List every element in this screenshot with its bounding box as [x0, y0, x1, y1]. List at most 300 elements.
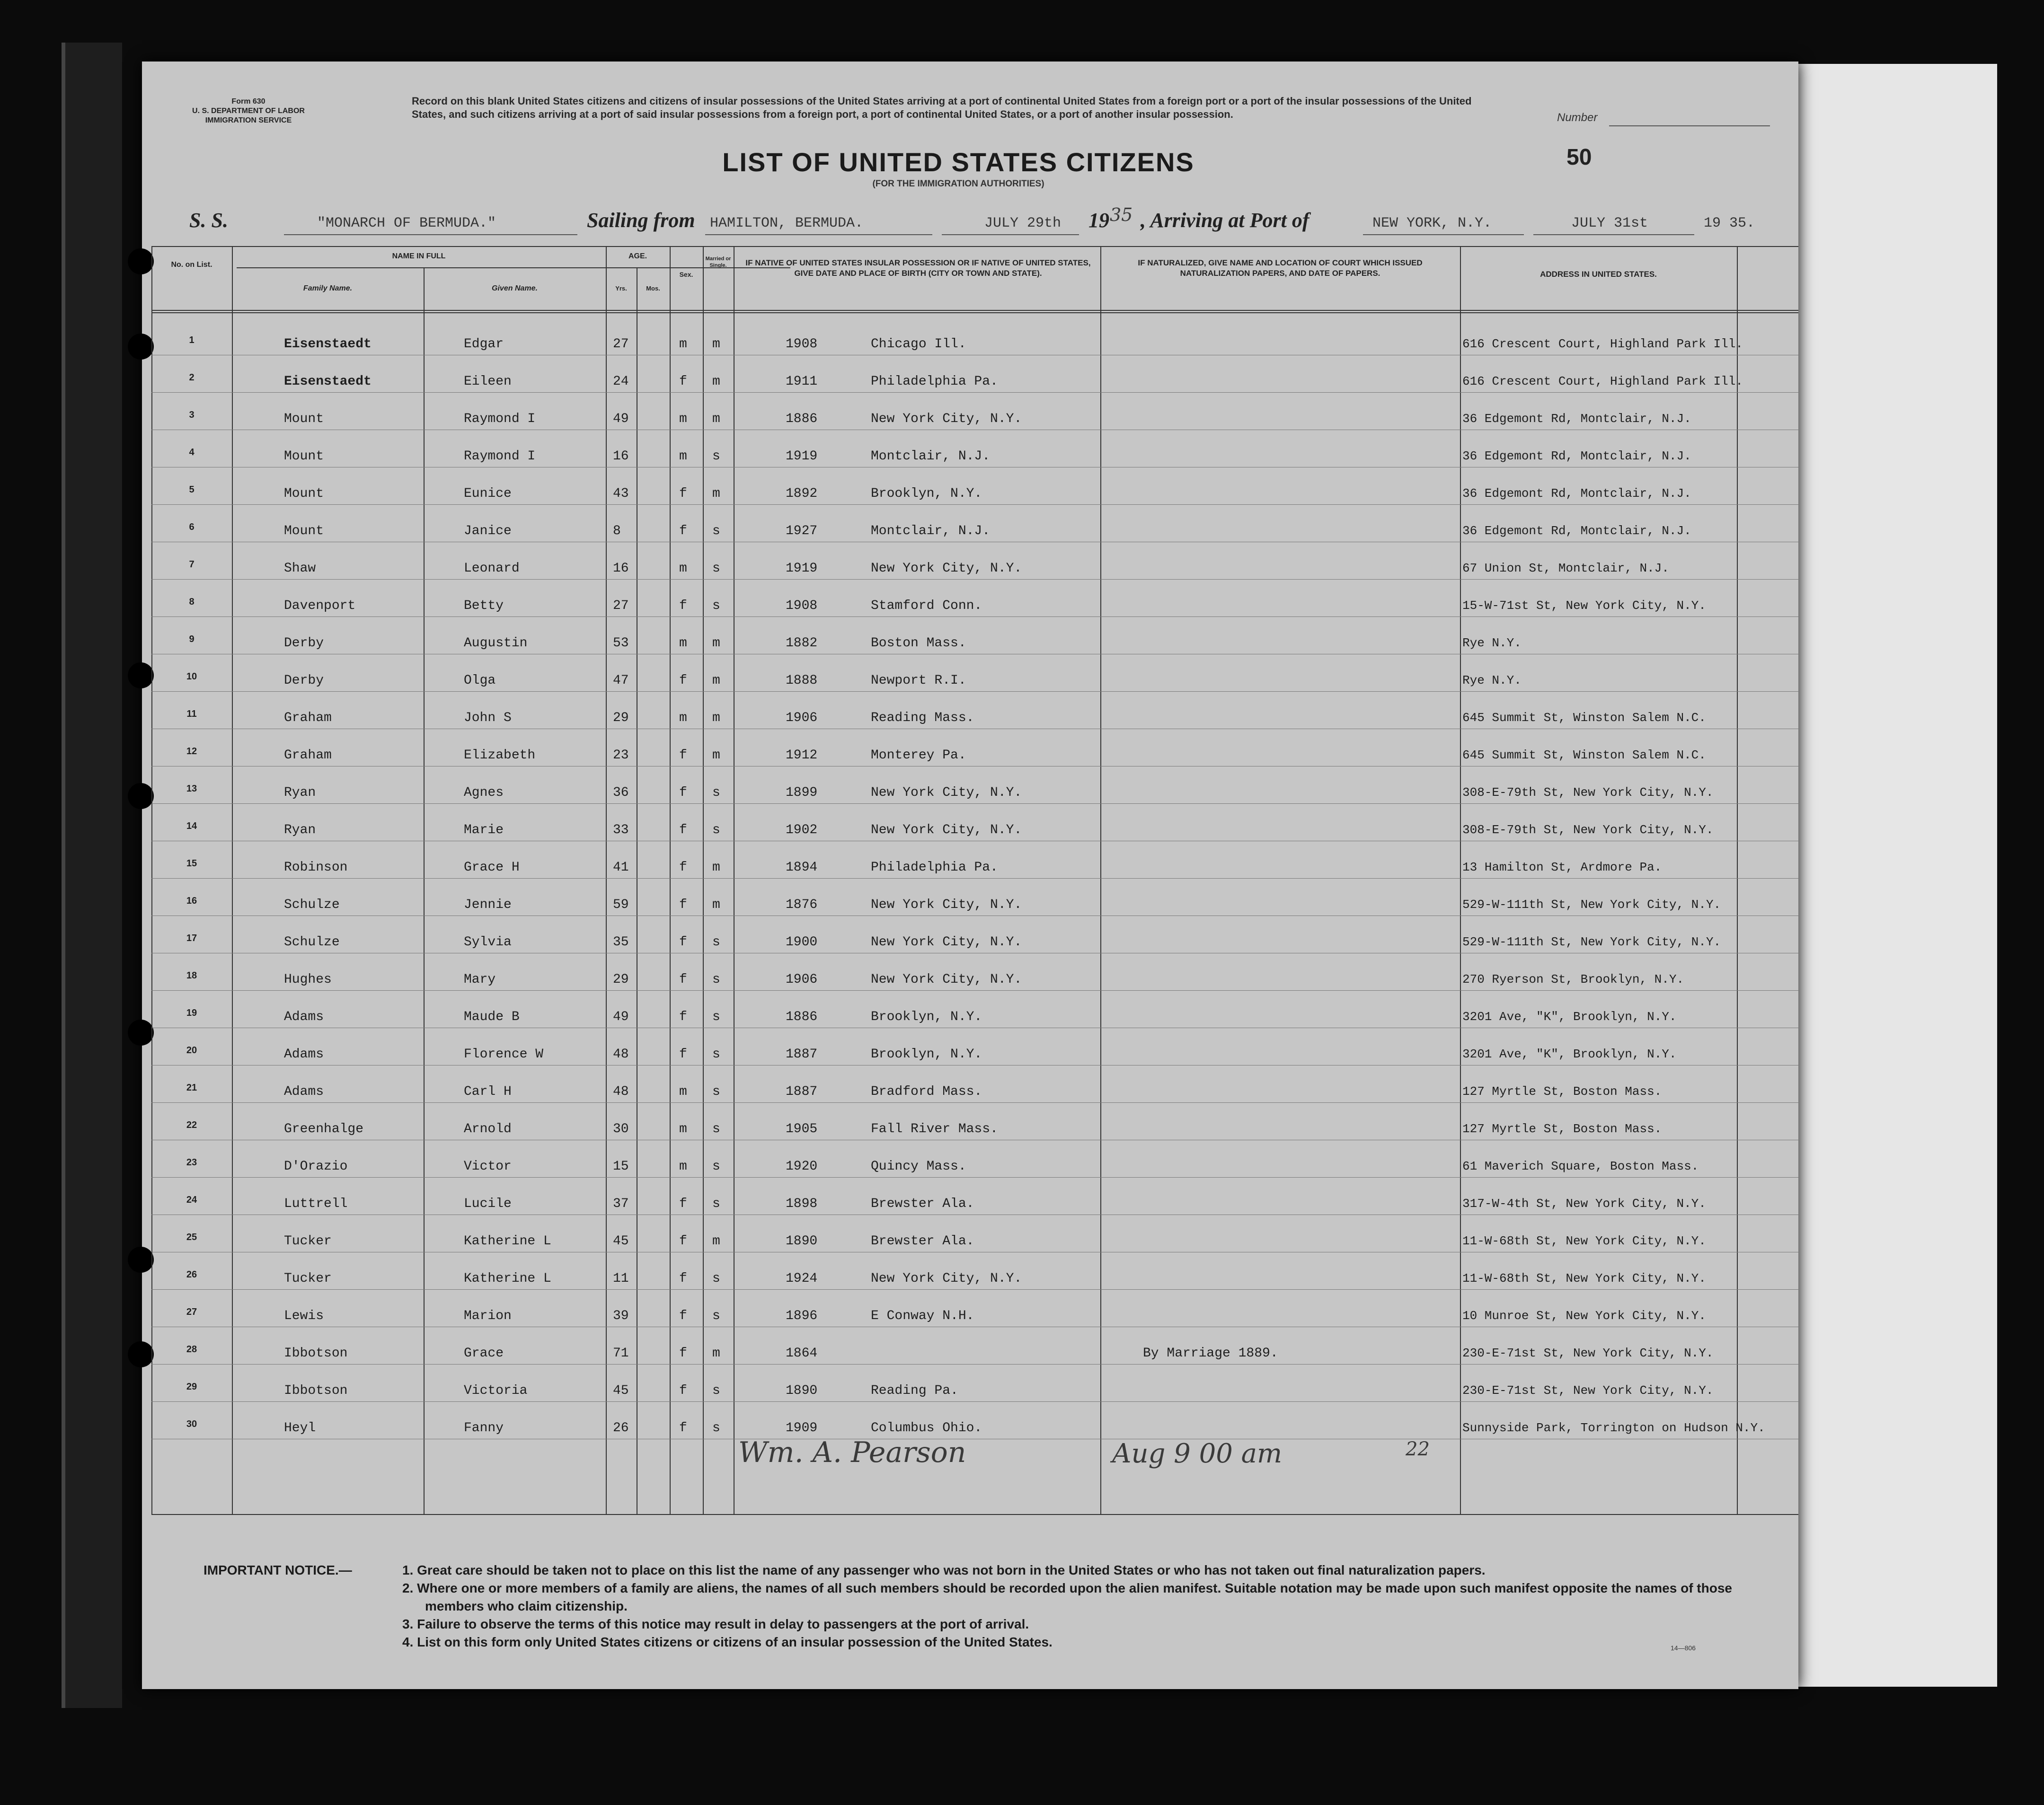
- given-name: Eunice: [464, 486, 512, 501]
- passenger-count: 22: [1406, 1438, 1430, 1460]
- family-name: Ibbotson: [284, 1346, 348, 1361]
- birth-year: 1894: [786, 860, 818, 875]
- birth-year: 1902: [786, 823, 818, 837]
- marital-status: s: [712, 1271, 720, 1286]
- birth-place: Philadelphia Pa.: [871, 374, 998, 389]
- address: 3201 Ave, "K", Brooklyn, N.Y.: [1462, 1047, 1677, 1061]
- sailing-label: Sailing from: [587, 209, 695, 232]
- ruled-line: [151, 1401, 1798, 1402]
- birth-year: 1908: [786, 337, 818, 352]
- header-age: AGE.: [628, 252, 647, 260]
- row-number: 30: [186, 1419, 197, 1429]
- marital-status: s: [712, 1010, 720, 1024]
- given-name: Raymond I: [464, 449, 536, 464]
- age-years: 43: [613, 486, 629, 501]
- year-prefix: 19: [1088, 209, 1109, 232]
- address: 11-W-68th St, New York City, N.Y.: [1462, 1271, 1706, 1286]
- birth-year: 1882: [786, 636, 818, 651]
- address: 529-W-111th St, New York City, N.Y.: [1462, 935, 1721, 949]
- row-number: 26: [186, 1269, 197, 1280]
- marital-status: s: [712, 972, 720, 987]
- given-name: Raymond I: [464, 412, 536, 426]
- birth-year: 1890: [786, 1383, 818, 1398]
- inspection-time: Aug 9 00 am: [1112, 1438, 1283, 1469]
- birth-year: 1924: [786, 1271, 818, 1286]
- number-label: Number: [1557, 111, 1598, 124]
- age-years: 39: [613, 1309, 629, 1323]
- given-name: Mary: [464, 972, 496, 987]
- age-years: 8: [613, 524, 621, 538]
- address: Rye N.Y.: [1462, 636, 1522, 650]
- birth-year: 1887: [786, 1084, 818, 1099]
- header-months: Mos.: [646, 285, 660, 292]
- family-name: Greenhalge: [284, 1122, 364, 1136]
- age-years: 15: [613, 1159, 629, 1174]
- header-given-name: Given Name.: [492, 284, 538, 292]
- sex: f: [679, 599, 687, 613]
- header-married-single: Married or Single.: [705, 256, 731, 268]
- given-name: Maude B: [464, 1010, 520, 1024]
- age-years: 37: [613, 1197, 629, 1211]
- arriving-label: , Arriving at Port of: [1141, 209, 1310, 232]
- header-family-name: Family Name.: [303, 284, 353, 292]
- birth-year: 1898: [786, 1197, 818, 1211]
- punch-hole: [128, 662, 154, 688]
- inspector-signature: Wm. A. Pearson: [738, 1436, 966, 1469]
- marital-status: m: [712, 636, 720, 651]
- row-number: 23: [186, 1157, 197, 1168]
- age-years: 26: [613, 1421, 629, 1435]
- age-years: 27: [613, 337, 629, 352]
- port-underline: [1363, 234, 1524, 235]
- birth-place: Columbus Ohio.: [871, 1421, 982, 1435]
- row-number: 16: [186, 896, 197, 906]
- row-number: 8: [189, 597, 195, 607]
- marital-status: s: [712, 449, 720, 464]
- punch-hole: [128, 1247, 154, 1273]
- page-subtitle: (FOR THE IMMIGRATION AUTHORITIES): [872, 179, 1044, 189]
- family-name: Graham: [284, 748, 332, 763]
- col-line: [703, 246, 704, 1514]
- age-years: 11: [613, 1271, 629, 1286]
- sailing-from: HAMILTON, BERMUDA.: [710, 215, 864, 231]
- row-number: 2: [189, 372, 195, 383]
- row-number: 24: [186, 1195, 197, 1205]
- birth-year: 1905: [786, 1122, 818, 1136]
- family-name: Davenport: [284, 599, 356, 613]
- arrival-port: NEW YORK, N.Y.: [1372, 215, 1492, 231]
- sex: f: [679, 1309, 687, 1323]
- sex: m: [679, 412, 687, 426]
- marital-status: s: [712, 785, 720, 800]
- address: 36 Edgemont Rd, Montclair, N.J.: [1462, 412, 1691, 426]
- row-number: 28: [186, 1344, 197, 1355]
- ship-underline: [284, 234, 577, 235]
- row-number: 1: [189, 335, 195, 345]
- marital-status: s: [712, 599, 720, 613]
- sex: f: [679, 1047, 687, 1062]
- family-name: Derby: [284, 636, 324, 651]
- family-name: Robinson: [284, 860, 348, 875]
- birth-place: Montclair, N.J.: [871, 524, 991, 538]
- address: 529-W-111th St, New York City, N.Y.: [1462, 898, 1721, 912]
- sailing-date: JULY 29th: [984, 215, 1062, 231]
- family-name: Lewis: [284, 1309, 324, 1323]
- birth-year: 1920: [786, 1159, 818, 1174]
- list-number: 50: [1566, 145, 1592, 170]
- family-name: Mount: [284, 449, 324, 464]
- address: 127 Myrtle St, Boston Mass.: [1462, 1122, 1662, 1136]
- birth-year: 1890: [786, 1234, 818, 1249]
- address: 270 Ryerson St, Brooklyn, N.Y.: [1462, 972, 1684, 986]
- number-line: [1609, 125, 1770, 126]
- notice-label: IMPORTANT NOTICE.—: [204, 1563, 352, 1577]
- age-years: 29: [613, 972, 629, 987]
- age-years: 49: [613, 412, 629, 426]
- marital-status: m: [712, 711, 720, 725]
- sex: f: [679, 1271, 687, 1286]
- age-years: 36: [613, 785, 629, 800]
- notice-list: [402, 1561, 1775, 1651]
- given-name: Katherine L: [464, 1234, 551, 1249]
- address: 11-W-68th St, New York City, N.Y.: [1462, 1234, 1706, 1248]
- sex: f: [679, 898, 687, 912]
- given-name: Augustin: [464, 636, 528, 651]
- birth-place: Boston Mass.: [871, 636, 966, 651]
- form-id: [170, 97, 327, 125]
- col-line: [1460, 246, 1461, 1514]
- given-name: Olga: [464, 673, 496, 688]
- service: IMMIGRATION SERVICE: [205, 116, 292, 124]
- row-number: 4: [189, 447, 195, 458]
- arrival-date: JULY 31st: [1571, 215, 1648, 231]
- from-underline: [705, 234, 932, 235]
- header-name-in-full: NAME IN FULL: [392, 252, 446, 260]
- sex: m: [679, 561, 687, 576]
- row-number: 13: [186, 784, 197, 794]
- marital-status: s: [712, 1159, 720, 1174]
- header-birth: IF NATIVE OF UNITED STATES INSULAR POSSESSION OR IF NATIVE OF UNITED STATES, GIVE DATE AND PLACE OF BIRTH (CITY OR TOWN AND STATE).: [745, 258, 1091, 278]
- address: 3201 Ave, "K", Brooklyn, N.Y.: [1462, 1010, 1677, 1024]
- ss-label: S. S.: [189, 209, 228, 232]
- age-years: 33: [613, 823, 629, 837]
- given-name: Sylvia: [464, 935, 512, 950]
- col-line: [670, 246, 671, 1514]
- sex: f: [679, 374, 687, 389]
- marital-status: s: [712, 524, 720, 538]
- manifest-table: [151, 246, 1798, 1514]
- family-name: Ibbotson: [284, 1383, 348, 1398]
- table-bottom-border: [151, 1514, 1798, 1515]
- given-name: Fanny: [464, 1421, 504, 1435]
- row-number: 22: [186, 1120, 197, 1130]
- marital-status: s: [712, 1309, 720, 1323]
- birth-place: Chicago Ill.: [871, 337, 966, 352]
- age-years: 16: [613, 449, 629, 464]
- date-underline: [942, 234, 1079, 235]
- birth-year: 1919: [786, 561, 818, 576]
- sex: f: [679, 673, 687, 688]
- birth-year: 1906: [786, 972, 818, 987]
- notice-item: 2. Where one or more members of a family are aliens, the names of all such members should be recorded upon the alien manifest. Suitable notation may be made upon such manifest opposite the names of those members who claim citizenship.: [402, 1581, 1732, 1613]
- marital-status: s: [712, 823, 720, 837]
- year-suffix: 35: [1110, 204, 1133, 225]
- marital-status: m: [712, 374, 720, 389]
- binder-edge: [62, 43, 122, 1708]
- given-name: Betty: [464, 599, 504, 613]
- birth-place: New York City, N.Y.: [871, 823, 1022, 837]
- header-no: No. on List.: [171, 261, 212, 269]
- marital-status: m: [712, 412, 720, 426]
- page-title: LIST OF UNITED STATES CITIZENS: [722, 147, 1195, 177]
- address: 645 Summit St, Winston Salem N.C.: [1462, 748, 1706, 762]
- birth-place: Brewster Ala.: [871, 1234, 974, 1249]
- marital-status: s: [712, 1122, 720, 1136]
- given-name: Grace: [464, 1346, 504, 1361]
- header-bottom-border: [151, 310, 1798, 311]
- sex: f: [679, 486, 687, 501]
- sex: m: [679, 449, 687, 464]
- row-number: 15: [186, 858, 197, 869]
- marital-status: m: [712, 898, 720, 912]
- row-number: 10: [186, 671, 197, 682]
- backing-page: [1794, 64, 1997, 1687]
- ruled-line: [151, 803, 1798, 804]
- address: 13 Hamilton St, Ardmore Pa.: [1462, 860, 1662, 874]
- sex: f: [679, 785, 687, 800]
- age-years: 27: [613, 599, 629, 613]
- birth-year: 1908: [786, 599, 818, 613]
- row-number: 3: [189, 410, 195, 420]
- sex: f: [679, 1383, 687, 1398]
- family-name: Ryan: [284, 823, 316, 837]
- ruled-line: [151, 392, 1798, 393]
- sex: f: [679, 1234, 687, 1249]
- notice-item: 1. Great care should be taken not to place on this list the name of any passenger who was not born in the United States or who has not taken out final naturalization papers.: [402, 1563, 1486, 1577]
- intro-text: Record on this blank United States citizens and citizens of insular possessions of the United States arriving at a port of continental United States from a foreign port or a port of the insular possessions of the United States, and such citizens arriving at a port of said insular possessions from a foreign port, a port of continental United States, or a port of another insular possession.: [412, 95, 1472, 120]
- sex: f: [679, 823, 687, 837]
- row-number: 12: [186, 746, 197, 757]
- address: 230-E-71st St, New York City, N.Y.: [1462, 1346, 1714, 1360]
- marital-status: m: [712, 860, 720, 875]
- birth-place: Monterey Pa.: [871, 748, 966, 763]
- given-name: Florence W: [464, 1047, 544, 1062]
- sex: f: [679, 972, 687, 987]
- family-name: Tucker: [284, 1271, 332, 1286]
- row-number: 5: [189, 484, 195, 495]
- row-number: 6: [189, 522, 195, 532]
- age-years: 49: [613, 1010, 629, 1024]
- given-name: Edgar: [464, 337, 504, 352]
- sex: m: [679, 711, 687, 725]
- given-name: Leonard: [464, 561, 520, 576]
- sex: f: [679, 1421, 687, 1435]
- birth-year: 1911: [786, 374, 818, 389]
- sex: f: [679, 524, 687, 538]
- address: 308-E-79th St, New York City, N.Y.: [1462, 785, 1714, 800]
- age-years: 59: [613, 898, 629, 912]
- form-number: Form 630: [231, 97, 265, 106]
- given-name: Grace H: [464, 860, 520, 875]
- ruled-line: [151, 990, 1798, 991]
- given-name: Elizabeth: [464, 748, 536, 763]
- given-name: Arnold: [464, 1122, 512, 1136]
- birth-year: 1927: [786, 524, 818, 538]
- sex: f: [679, 748, 687, 763]
- marital-status: s: [712, 561, 720, 576]
- birth-year: 1888: [786, 673, 818, 688]
- given-name: John S: [464, 711, 512, 725]
- sex: m: [679, 337, 687, 352]
- punch-hole: [128, 248, 154, 274]
- ruled-line: [151, 579, 1798, 580]
- family-name: Eisenstaedt: [284, 337, 372, 352]
- address: 317-W-4th St, New York City, N.Y.: [1462, 1197, 1706, 1211]
- birth-place: E Conway N.H.: [871, 1309, 974, 1323]
- birth-place: New York City, N.Y.: [871, 972, 1022, 987]
- ruled-line: [151, 1102, 1798, 1103]
- birth-place: Philadelphia Pa.: [871, 860, 998, 875]
- age-years: 24: [613, 374, 629, 389]
- punch-hole: [128, 334, 154, 360]
- age-years: 48: [613, 1084, 629, 1099]
- notice-item: 3. Failure to observe the terms of this notice may result in delay to passengers at the port of arrival.: [402, 1617, 1029, 1631]
- col-line: [1100, 246, 1101, 1514]
- birth-place: Brooklyn, N.Y.: [871, 1010, 982, 1024]
- age-years: 47: [613, 673, 629, 688]
- sex: f: [679, 860, 687, 875]
- age-years: 45: [613, 1383, 629, 1398]
- birth-year: 1896: [786, 1309, 818, 1323]
- age-years: 23: [613, 748, 629, 763]
- family-name: Hughes: [284, 972, 332, 987]
- birth-year: 1899: [786, 785, 818, 800]
- family-name: Graham: [284, 711, 332, 725]
- row-number: 27: [186, 1307, 197, 1317]
- age-years: 16: [613, 561, 629, 576]
- row-number: 9: [189, 634, 195, 644]
- family-name: Mount: [284, 524, 324, 538]
- col-line: [232, 246, 233, 1514]
- marital-status: m: [712, 486, 720, 501]
- marital-status: m: [712, 1234, 720, 1249]
- punch-hole: [128, 1341, 154, 1367]
- punch-hole: [128, 783, 154, 809]
- birth-year: 1909: [786, 1421, 818, 1435]
- age-years: 53: [613, 636, 629, 651]
- address: 36 Edgemont Rd, Montclair, N.J.: [1462, 486, 1691, 501]
- family-name: Derby: [284, 673, 324, 688]
- row-number: 14: [186, 821, 197, 831]
- family-name: Mount: [284, 486, 324, 501]
- marital-status: s: [712, 1383, 720, 1398]
- age-years: 30: [613, 1122, 629, 1136]
- naturalization-note: By Marriage 1889.: [1143, 1346, 1278, 1361]
- given-name: Jennie: [464, 898, 512, 912]
- address: Sunnyside Park, Torrington on Hudson N.Y.: [1462, 1421, 1765, 1435]
- age-years: 45: [613, 1234, 629, 1249]
- sex: m: [679, 1084, 687, 1099]
- arrival-underline: [1533, 234, 1694, 235]
- sex: f: [679, 935, 687, 950]
- header-years: Yrs.: [615, 285, 627, 292]
- birth-place: New York City, N.Y.: [871, 412, 1022, 426]
- row-number: 18: [186, 970, 197, 981]
- address: 10 Munroe St, New York City, N.Y.: [1462, 1309, 1706, 1323]
- family-name: Mount: [284, 412, 324, 426]
- address: 645 Summit St, Winston Salem N.C.: [1462, 711, 1706, 725]
- ruled-line: [151, 616, 1798, 617]
- birth-year: 1887: [786, 1047, 818, 1062]
- sex: f: [679, 1346, 687, 1361]
- age-years: 29: [613, 711, 629, 725]
- department: U. S. DEPARTMENT OF LABOR: [192, 107, 305, 115]
- birth-place: Montclair, N.J.: [871, 449, 991, 464]
- birth-place: Reading Pa.: [871, 1383, 958, 1398]
- arrival-year: 19 35.: [1704, 215, 1755, 231]
- marital-status: m: [712, 337, 720, 352]
- birth-year: 1864: [786, 1346, 818, 1361]
- marital-status: s: [712, 935, 720, 950]
- footer-code: 14—806: [1671, 1644, 1696, 1652]
- birth-place: New York City, N.Y.: [871, 898, 1022, 912]
- row-number: 21: [186, 1083, 197, 1093]
- given-name: Janice: [464, 524, 512, 538]
- given-name: Marion: [464, 1309, 512, 1323]
- given-name: Katherine L: [464, 1271, 551, 1286]
- punch-hole: [128, 1020, 154, 1046]
- age-years: 35: [613, 935, 629, 950]
- sex: m: [679, 1159, 687, 1174]
- ruled-line: [151, 1364, 1798, 1365]
- address: 61 Maverich Square, Boston Mass.: [1462, 1159, 1699, 1173]
- address: 230-E-71st St, New York City, N.Y.: [1462, 1383, 1714, 1398]
- row-number: 17: [186, 933, 197, 943]
- given-name: Carl H: [464, 1084, 512, 1099]
- birth-place: Bradford Mass.: [871, 1084, 982, 1099]
- family-name: Eisenstaedt: [284, 374, 372, 389]
- birth-place: Brewster Ala.: [871, 1197, 974, 1211]
- table-top-border: [151, 246, 1798, 247]
- ship-name: "MONARCH OF BERMUDA.": [317, 215, 496, 231]
- marital-status: m: [712, 1346, 720, 1361]
- address: 308-E-79th St, New York City, N.Y.: [1462, 823, 1714, 837]
- family-name: Adams: [284, 1010, 324, 1024]
- given-name: Eileen: [464, 374, 512, 389]
- notice-item: 4. List on this form only United States citizens or citizens of an insular possession of the United States.: [402, 1635, 1053, 1649]
- address: 616 Crescent Court, Highland Park Ill.: [1462, 337, 1743, 351]
- birth-year: 1900: [786, 935, 818, 950]
- family-name: Heyl: [284, 1421, 316, 1435]
- family-name: Schulze: [284, 935, 340, 950]
- birth-year: 1876: [786, 898, 818, 912]
- sex: f: [679, 1197, 687, 1211]
- address: 36 Edgemont Rd, Montclair, N.J.: [1462, 524, 1691, 538]
- col-line: [1737, 246, 1738, 1514]
- header-bottom-double: [151, 312, 1798, 313]
- col-line: [606, 246, 607, 1514]
- family-name: Adams: [284, 1084, 324, 1099]
- row-number: 11: [186, 709, 197, 719]
- age-years: 71: [613, 1346, 629, 1361]
- row-number: 20: [186, 1045, 197, 1056]
- birth-place: Quincy Mass.: [871, 1159, 966, 1174]
- birth-year: 1919: [786, 449, 818, 464]
- family-name: Adams: [284, 1047, 324, 1062]
- marital-status: m: [712, 673, 720, 688]
- birth-year: 1912: [786, 748, 818, 763]
- birth-place: Fall River Mass.: [871, 1122, 998, 1136]
